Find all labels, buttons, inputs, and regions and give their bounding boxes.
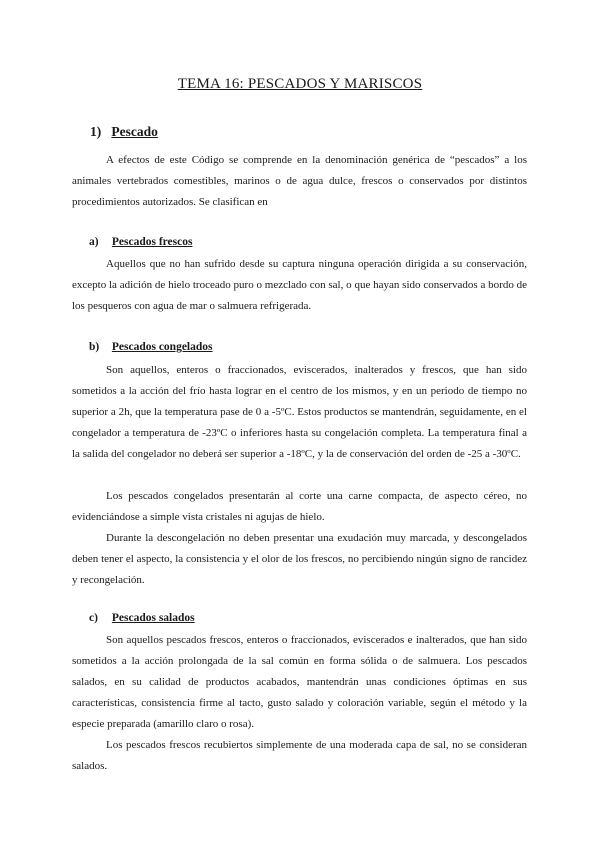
salados-paragraph-2: Los pescados frescos recubiertos simplemente de una moderada capa de sal, no se consideran salados. (72, 739, 527, 772)
section-number: 1) (90, 124, 102, 139)
subsection-title: Pescados frescos (111, 236, 193, 248)
subsection-heading-frescos (89, 236, 192, 248)
section-heading-pescado (90, 124, 158, 140)
congelados-paragraph-3: Durante la descongelación no deben presentar una exudación muy marcada, y descongelados deben tener el aspecto, la consistencia y el olor de los frescos, no percibiendo ningún signo de rancidez y recongelación. (72, 532, 527, 586)
subsection-letter: a) (89, 236, 99, 248)
subsection-title: Pescados salados (111, 612, 195, 624)
page-title: TEMA 16: PESCADOS Y MARISCOS (177, 76, 423, 92)
subsection-heading-congelados (89, 341, 213, 353)
salados-paragraph-1: Son aquellos pescados frescos, enteros o fraccionados, eviscerados e inalterados, que han sido sometidos a la acción prolongada de la sal común en forma sólida o de salmuera. Los pescados salados, en su calidad de productos acabados, mantendrán unas condiciones óptimas en sus características, consistencia firme al tacto, gusto salado y coloración variable, según el método y la especie preparada (amarillo claro o rosa). (72, 634, 527, 730)
subsection-letter: c) (89, 612, 98, 624)
congelados-paragraph-1: Son aquellos, enteros o fraccionados, eviscerados, inalterados y frescos, que han sido sometidos a la acción del frío hasta lograr en el centro de los mismos, y en un periodo de tiempo no superior a 2h, que la temperatura pase de 0 a -5ºC. Estos productos se mantendrán, seguidamente, en el congelador a temperatura de -23ºC o inferiores hasta su congelación completa. La temperatura final a la salida del congelador no deberá ser superior a -18ºC, y la de conservación del orden de -25 a -30ºC. (72, 364, 527, 460)
frescos-paragraph: Aquellos que no han sufrido desde su captura ninguna operación dirigida a su conservación, excepto la adición de hielo troceado puro o mezclado con sal, o que hayan sido conservados a bordo de los pesqueros con agua de mar o salmuera refrigerada. (72, 258, 527, 312)
subsection-letter: b) (89, 341, 100, 353)
section-title: Pescado (111, 124, 158, 139)
subsection-heading-salados (89, 612, 195, 624)
subsection-title: Pescados congelados (111, 341, 213, 353)
section-intro-paragraph: A efectos de este Código se comprende en la denominación genérica de “pescados” a los animales vertebrados comestibles, marinos o de agua dulce, frescos o conservados por distintos procedimientos autorizados. Se clasifican en (72, 154, 527, 208)
congelados-paragraph-2: Los pescados congelados presentarán al corte una carne compacta, de aspecto céreo, no evidenciándose a simple vista cristales ni agujas de hielo. (72, 490, 527, 523)
